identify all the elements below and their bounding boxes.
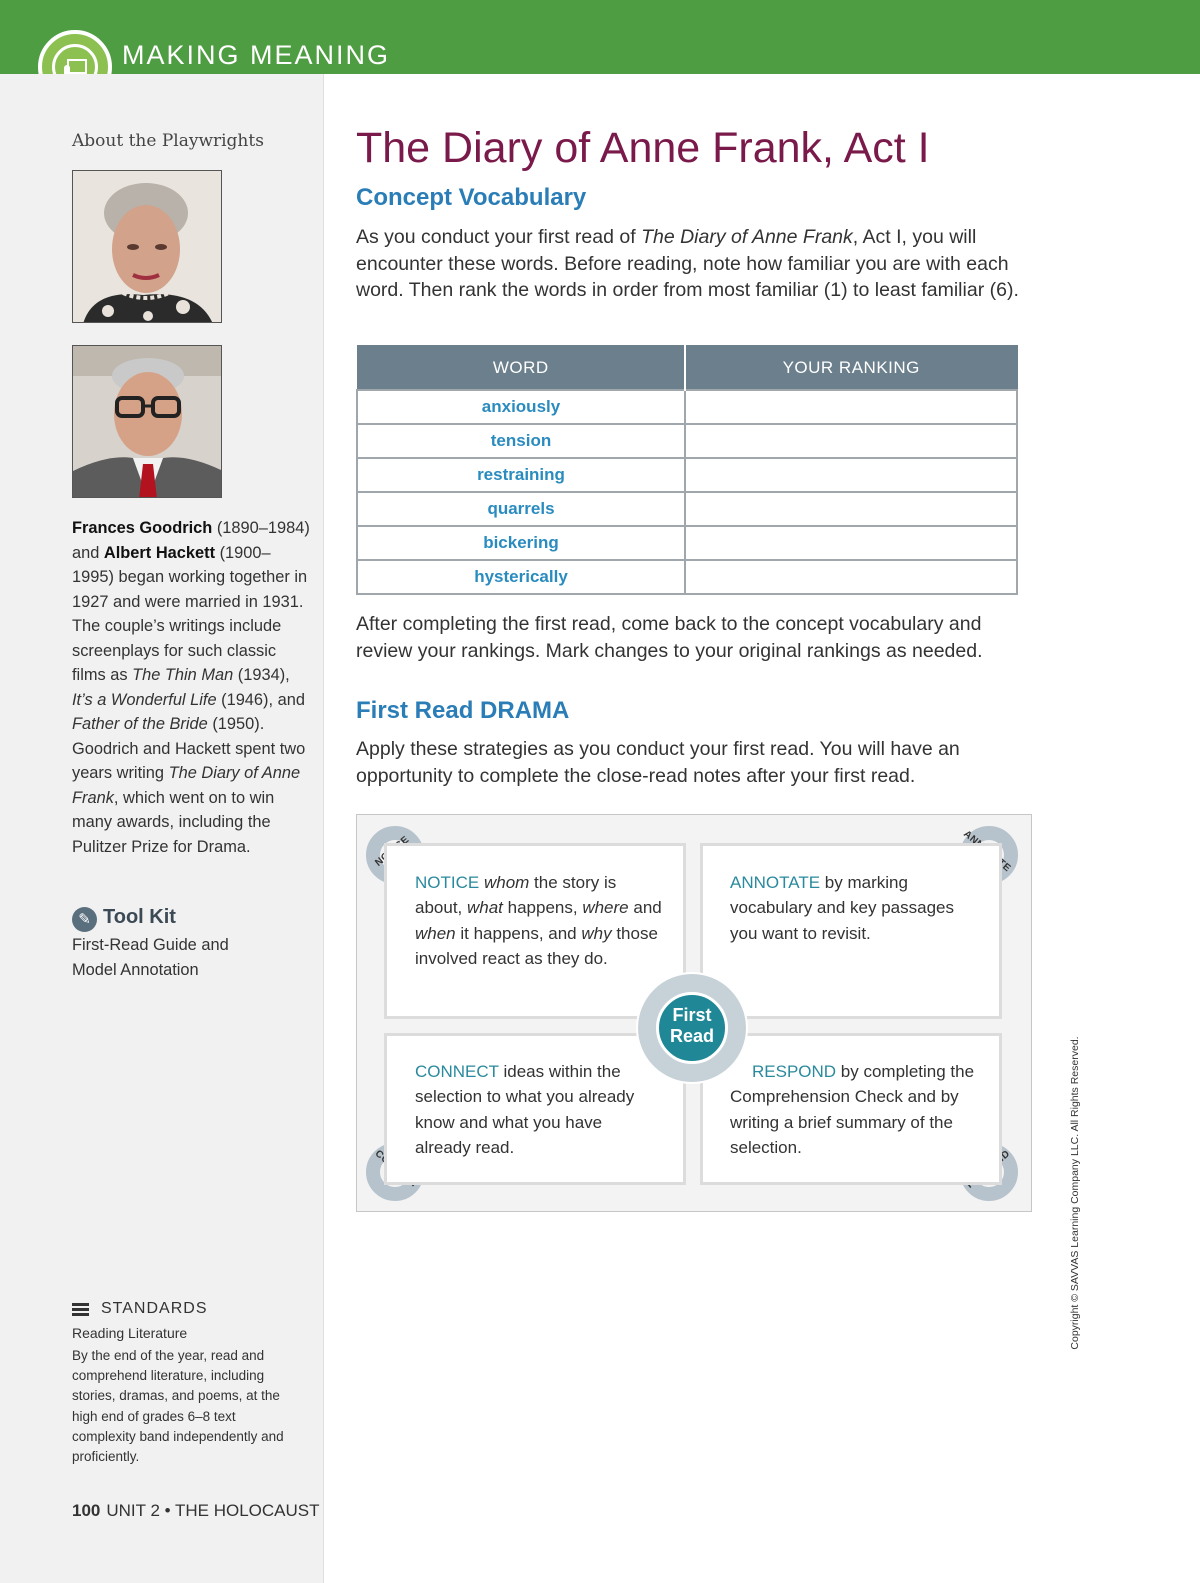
page-footer	[72, 1501, 320, 1521]
connect-text: CONNECT ideas within the selection to what you already know and what you have already read.	[415, 1062, 635, 1157]
ranking-cell[interactable]	[685, 390, 1017, 424]
ranking-cell[interactable]	[685, 424, 1017, 458]
ranking-cell[interactable]	[685, 526, 1017, 560]
playwrights-bio: Frances Goodrich (1890–1984) and Albert Hackett (1900–1995) began working together in 1927 and were married in 1931. The couple’s writings include screenplays for such classic films as The Thin Man (1934), It’s a Wonderful Life (1946), and Father of the Bride (1950). Goodrich and Hackett spent two years writing The Diary of Anne Frank, which went on to win many awards, including the Pulitzer Prize for Drama.	[72, 519, 310, 856]
center-label-read: Read	[669, 1026, 714, 1046]
first-read-center-badge	[656, 992, 728, 1064]
copyright-notice: Copyright © SAVVAS Learning Company LLC. All Rights Reserved.	[1069, 1036, 1081, 1350]
standards-list-icon	[72, 1303, 89, 1316]
after-reading-paragraph: After completing the first read, come back to the concept vocabulary and review your rankings. Mark changes to your original rankings as needed.	[356, 613, 983, 662]
about-heading: About the Playwrights	[72, 131, 264, 151]
section-title: MAKING MEANING	[122, 40, 391, 70]
vocab-word: bickering	[357, 526, 685, 560]
respond-text: RESPOND by completing the Comprehension Check and by writing a brief summary of the selection.	[730, 1062, 975, 1157]
tool-kit-line: First-Read Guide and	[72, 936, 229, 954]
page-number: 100	[72, 1501, 101, 1520]
unit-label: UNIT 2 • THE HOLOCAUST	[106, 1501, 320, 1520]
vocab-word: anxiously	[357, 390, 685, 424]
table-row	[357, 424, 1017, 458]
table-row	[357, 390, 1017, 424]
standards-subheading: Reading Literature	[72, 1325, 188, 1341]
tool-kit-title: Tool Kit	[103, 906, 176, 928]
page-title: The Diary of Anne Frank, Act I	[356, 124, 930, 172]
first-read-heading: First Read DRAMA	[356, 697, 570, 724]
column-header-ranking: YOUR RANKING	[685, 346, 1017, 391]
vocabulary-table	[356, 345, 1018, 595]
first-read-paragraph: Apply these strategies as you conduct your first read. You will have an opportunity to complete the close-read notes after your first read.	[356, 738, 960, 787]
table-row	[357, 526, 1017, 560]
notice-text: NOTICE whom the story is about, what happens, where and when it happens, and why those involved react as they do.	[415, 873, 662, 968]
table-row	[357, 458, 1017, 492]
vocab-word: tension	[357, 424, 685, 458]
table-row	[357, 492, 1017, 526]
standards-heading: STANDARDS	[101, 1300, 208, 1317]
ranking-cell[interactable]	[685, 560, 1017, 594]
ranking-cell[interactable]	[685, 458, 1017, 492]
ranking-cell[interactable]	[685, 492, 1017, 526]
intro-paragraph: As you conduct your first read of The Diary of Anne Frank, Act I, you will encounter these words. Before reading, note how familiar you are with each word. Then rank the words in order from most familiar (1) to least familiar (6).	[356, 226, 1019, 301]
concept-vocabulary-heading: Concept Vocabulary	[356, 184, 587, 211]
vocab-word: quarrels	[357, 492, 685, 526]
vocab-word: hysterically	[357, 560, 685, 594]
vocab-word: restraining	[357, 458, 685, 492]
column-header-word: WORD	[357, 346, 685, 391]
table-row	[357, 560, 1017, 594]
wrench-icon: ✎	[72, 907, 97, 932]
tool-kit-line: Model Annotation	[72, 961, 199, 979]
standards-text: By the end of the year, read and comprehend literature, including stories, dramas, and poems, at the high end of grades 6–8 text complexity band independently and proficiently.	[72, 1348, 284, 1465]
annotate-text: ANNOTATE by marking vocabulary and key passages you want to revisit.	[730, 873, 954, 943]
portrait-frances-goodrich	[72, 170, 222, 323]
center-label-first: First	[672, 1005, 712, 1025]
portrait-albert-hackett	[72, 345, 222, 498]
